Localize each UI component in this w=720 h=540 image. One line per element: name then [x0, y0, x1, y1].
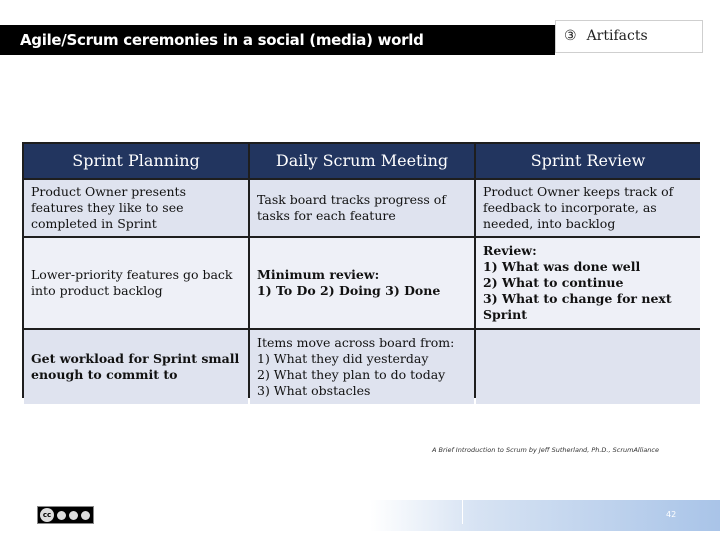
table-cell: Get workload for Sprint small enough to commit to [24, 330, 248, 404]
ceremonies-table [22, 142, 700, 398]
table-cell: Product Owner keeps track of feedback to incorporate, as needed, into backlog [476, 180, 700, 236]
reference-citation: A Brief Introduction to Scrum by Jeff Sutherland, Ph.D., ScrumAlliance [432, 446, 659, 454]
creative-commons-icon: cc [37, 506, 94, 524]
artifacts-label: Artifacts [586, 28, 648, 44]
slide-title: Agile/Scrum ceremonies in a social (media) world [0, 25, 555, 55]
header-sprint-planning: Sprint Planning [24, 144, 248, 178]
table-cell: Items move across board from: 1) What they did yesterday 2) What they plan to do today 3) What obstacles [250, 330, 474, 404]
page-number: 42 [666, 510, 677, 519]
artifacts-box [555, 20, 703, 53]
footer-divider [462, 500, 463, 524]
table-cell: Lower-priority features go back into product backlog [24, 238, 248, 328]
artifacts-number: ③ [564, 28, 577, 44]
table-cell: Task board tracks progress of tasks for each feature [250, 180, 474, 236]
header-daily-scrum: Daily Scrum Meeting [250, 144, 474, 178]
table-cell: Review: 1) What was done well 2) What to continue 3) What to change for next Sprint [476, 238, 700, 328]
table-cell [476, 330, 700, 404]
table-cell: Minimum review: 1) To Do 2) Doing 3) Done [250, 238, 474, 328]
header-sprint-review: Sprint Review [476, 144, 700, 178]
table-cell: Product Owner presents features they like to see completed in Sprint [24, 180, 248, 236]
